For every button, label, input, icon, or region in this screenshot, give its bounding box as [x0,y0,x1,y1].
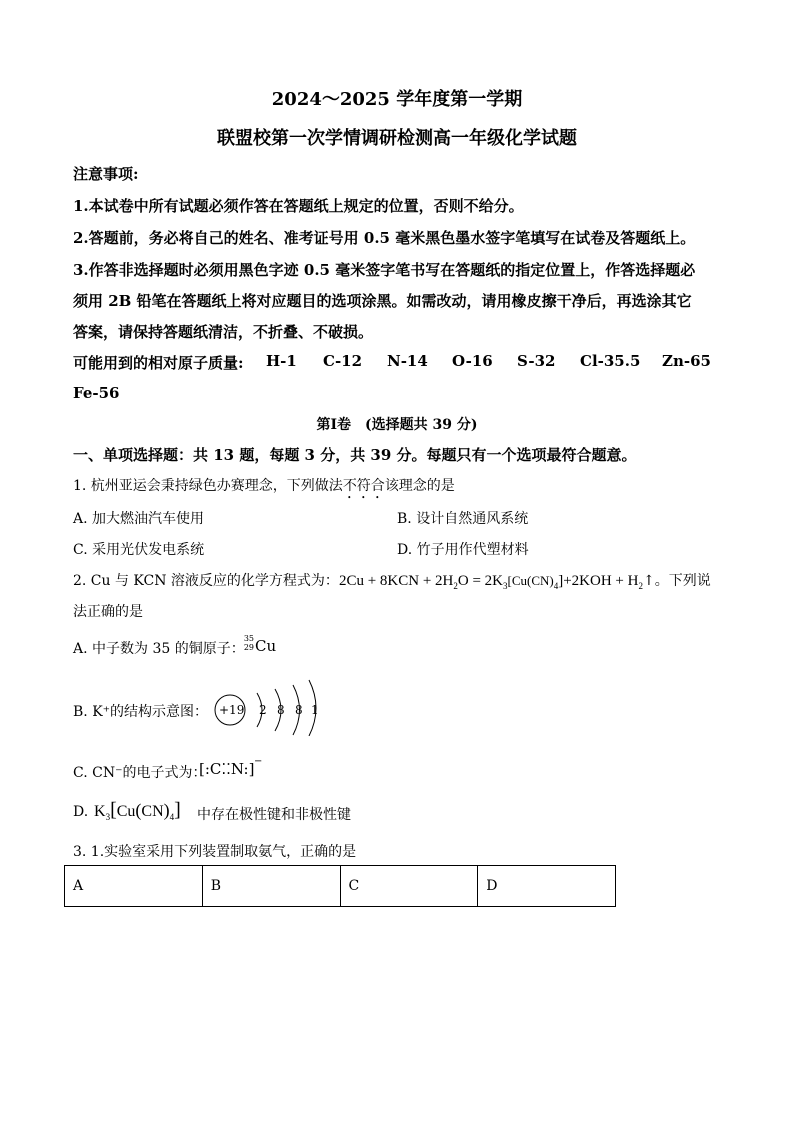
notice-item-1: 1.本试卷中所有试题必须作答在答题纸上规定的位置，否则不给分。 [73,197,524,215]
table-row [65,866,616,907]
q1-stem-post: 该理念的是 [384,478,455,494]
q2-option-d-label: D. [73,804,89,820]
q2-stem-line-2: 法正确的是 [73,604,143,620]
shell-1-electrons: 2 [259,703,267,717]
shell-4-electrons: 1 [311,703,319,717]
q1-option-b: B. 设计自然通风系统 [397,511,529,527]
formula-k: K [94,803,106,820]
q3-option-a: A [65,866,203,907]
paren-close: ) [163,800,170,820]
section-instruction: 一、单项选择题：共 13 题，每题 3 分，共 39 分。每题只有一个选项最符合题意。 [73,446,637,464]
atomic-mass-c: C-12 [323,352,363,370]
atomic-mass-label: 可能用到的相对原子质量: [73,354,244,372]
complex-formula [94,799,181,822]
q2-stem [73,570,711,591]
exam-title-line1: 2024～2025 学年度第一学期 [271,89,523,110]
notice-item-3-line-2: 须用 2B 铅笔在答题纸上将对应题目的选项涂黑。如需改动，请用橡皮擦干净后，再选涂其它 [73,292,692,310]
shell-2-electrons: 8 [277,703,285,717]
eq-part: O = 2K [457,573,503,589]
formula-sub: 4 [169,812,175,823]
atomic-mass-h: H-1 [266,352,297,370]
eq-sub: 2 [453,581,458,591]
q2-stem-tail: ↑。下列说 [642,573,711,589]
q3-option-d: D [478,866,616,907]
q2-equation [339,573,643,589]
notice-heading: 注意事项: [73,165,139,183]
atomic-mass-cl: Cl-35.5 [580,352,641,370]
q2-option-b: B. K⁺的结构示意图： [73,704,209,720]
eq-sub: 4 [553,581,559,591]
section-title: 第Ⅰ卷 (选择题共 39 分) [316,417,478,433]
q1-stem [73,475,455,502]
q1-stem-emphasis: 不符合 [342,478,385,494]
atomic-mass-fe: Fe-56 [73,384,120,402]
q1-stem-pre: 1. 杭州亚运会秉持绿色办赛理念，下列做法 [73,478,343,494]
eq-sub: 2 [638,581,643,591]
q1-option-c: C. 采用光伏发电系统 [73,542,205,558]
copper-symbol: Cu [255,637,277,655]
notice-item-3-line-3: 答案，请保持答题纸清洁，不折叠、不破损。 [73,323,374,341]
q3-option-c: C [340,866,478,907]
q1-option-a: A. 加大燃油汽车使用 [73,511,205,527]
exam-title-line2: 联盟校第一次学情调研检测高一年级化学试题 [217,128,577,149]
cn-charge: − [254,756,263,767]
formula-cn: CN [141,803,164,820]
q3-options-table [64,865,616,907]
atomic-mass-zn: Zn-65 [662,352,711,370]
notice-item-2: 2.答题前，务必将自己的姓名、准考证号用 0.5 毫米黑色墨水签字笔填写在试卷及答题纸上。 [73,229,696,247]
q3-stem: 3. 1.实验室采用下列装置制取氨气，正确的是 [73,844,357,860]
atomic-mass-n: N-14 [387,352,428,370]
q2-stem-pre: 2. Cu 与 KCN 溶液反应的化学方程式为： [73,573,339,589]
eq-part: ]+2KOH + H [558,573,639,589]
eq-part: 2Cu + 8KCN + 2H [338,573,454,589]
shell-3-electrons: 8 [295,703,303,717]
q2-option-d-text: 中存在极性键和非极性键 [197,807,351,823]
eq-part: [Cu(CN) [507,573,554,588]
q3-option-b: B [202,866,340,907]
q2-option-c: C. CN⁻的电子式为： [73,765,207,781]
mass-number: 35 [243,634,254,643]
cn-electron-formula: [:C⁚⁚N:] [199,760,255,778]
q2-option-a: A. 中子数为 35 的铜原子： [73,641,245,657]
eq-sub: 3 [503,581,508,591]
paren-open: ( [135,800,142,820]
atomic-mass-o: O-16 [452,352,493,370]
nucleus-charge: +19 [219,703,245,717]
atomic-number: 29 [243,643,254,652]
formula-cu: Cu [116,803,136,820]
bracket-close: ] [174,799,181,821]
notice-item-3-line-1: 3.作答非选择题时必须用黑色字迹 0.5 毫米签字笔书写在答题纸的指定位置上，作答选择题必 [73,261,696,279]
formula-sub: 3 [105,812,111,823]
nuclide-notation [242,634,254,652]
atomic-mass-s: S-32 [517,352,556,370]
bracket-open: [ [110,799,117,821]
q1-option-d: D. 竹子用作代塑材料 [397,542,529,558]
